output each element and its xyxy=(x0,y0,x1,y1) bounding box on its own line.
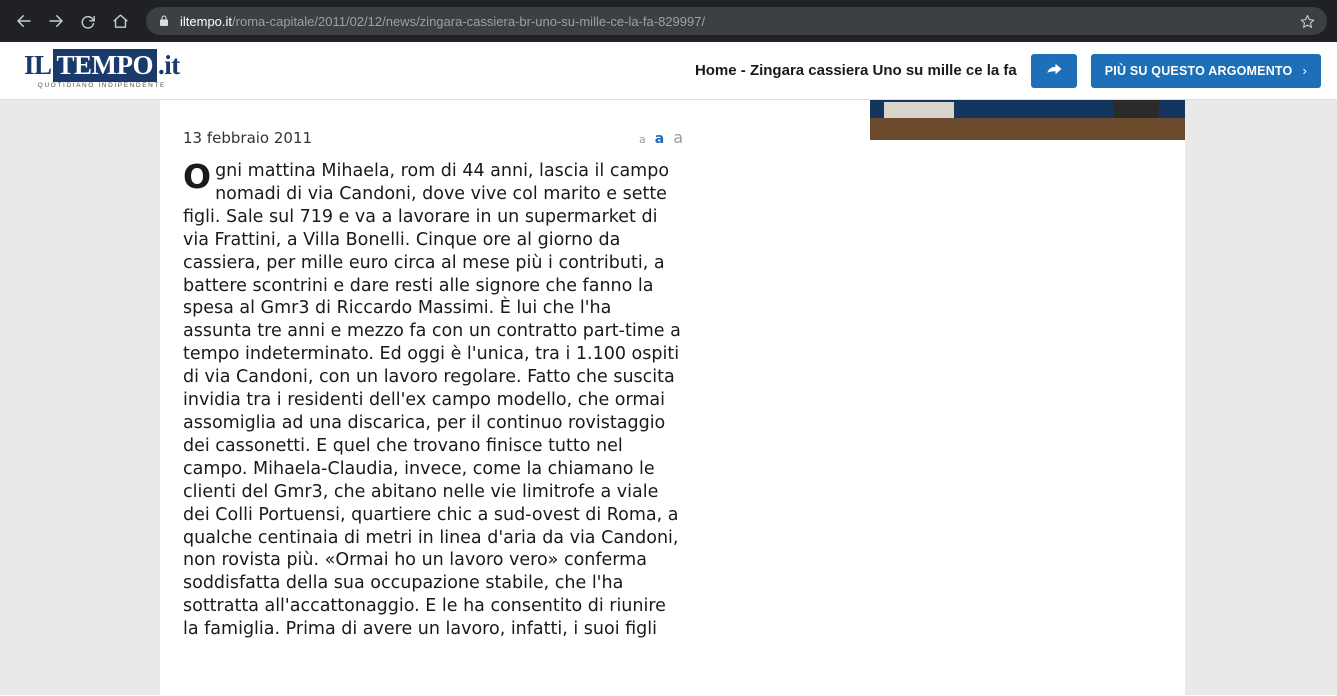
share-button[interactable] xyxy=(1031,54,1077,88)
address-bar[interactable] xyxy=(146,7,1327,35)
browser-toolbar xyxy=(0,0,1337,42)
lock-icon xyxy=(158,15,170,27)
logo-tagline: QUOTIDIANO INDIPENDENTE xyxy=(37,82,166,89)
site-header xyxy=(0,42,1337,100)
font-size-large-button[interactable]: a xyxy=(673,128,683,147)
logo-text xyxy=(24,52,180,79)
font-size-small-button[interactable]: a xyxy=(638,133,646,146)
back-icon[interactable] xyxy=(10,7,38,35)
url-domain: iltempo.it xyxy=(180,13,233,29)
url-path: /roma-capitale/2011/02/12/news/zingara-cassiera-br-uno-su-mille-ce-la-fa-829997/ xyxy=(232,13,706,29)
article-date: 13 febbraio 2011 xyxy=(183,129,313,147)
breadcrumb: Home - Zingara cassiera Uno su mille ce la fa xyxy=(694,62,1017,79)
page-body xyxy=(0,100,1337,695)
right-rail xyxy=(1185,100,1337,695)
site-logo[interactable] xyxy=(24,52,180,89)
sidebar-teaser-image[interactable] xyxy=(870,100,1185,140)
logo-part1: IL xyxy=(24,50,52,80)
logo-suffix: .it xyxy=(158,50,180,80)
teaser-photo-detail-desk xyxy=(870,118,1185,140)
article-column xyxy=(183,100,683,641)
left-rail xyxy=(0,100,160,695)
reload-icon[interactable] xyxy=(74,7,102,35)
url-text xyxy=(180,14,1290,29)
home-icon[interactable] xyxy=(106,7,134,35)
teaser-photo-detail-paper xyxy=(884,102,954,118)
forward-icon[interactable] xyxy=(42,7,70,35)
header-right-group xyxy=(695,54,1321,88)
chevron-right-icon: › xyxy=(1302,63,1307,78)
article-body: Ogni mattina Mihaela, rom di 44 anni, lascia il campo nomadi di via Candoni, dove vive col marito e sette figli. Sale sul 719 e va a lavorare in un supermarket di via Frattini, a Villa Bonelli. Cinque ore al giorno da cassiera, per mille euro circa al mese più i contributi, a battere scontrini e dare resti alle signore che fanno la spesa al Gmr3 di Riccardo Massimi. È lui che l'ha assunta tre anni e mezzo fa con un contratto part-time a tempo indeterminato. Ed oggi è l'unica, tra i 1.100 ospiti di via Candoni, con un lavoro regolare. Fatto che suscita invidia tra i residenti dell'ex campo modello, che ormai assomiglia ad una discarica, per il continuo rovistaggio dei cassonetti. E quel che trovano finisce tutto nel campo. Mihaela-Claudia, invece, come la chiamano le clienti del Gmr3, che abitano nelle vie limitrofe a viale dei Colli Portuensi, quartiere chic a sud-ovest di Roma, a qualche centinaia di metri in linea d'aria da via Candoni, non rovista più. «Ormai ho un lavoro vero» conferma soddisfatta della sua occupazione stabile, che l'ha sottratta all'accattonaggio. E le ha consentito di riunire la famiglia. Prima di avere un lavoro, infatti, i suoi figli xyxy=(183,157,681,640)
teaser-photo xyxy=(870,100,1185,140)
star-icon[interactable] xyxy=(1300,14,1315,29)
more-on-topic-button[interactable] xyxy=(1091,54,1321,88)
share-arrow-icon xyxy=(1044,60,1064,81)
more-on-topic-label: PIÙ SU QUESTO ARGOMENTO xyxy=(1104,63,1293,78)
teaser-photo-detail-object xyxy=(1113,100,1159,118)
font-size-medium-button[interactable]: a xyxy=(654,131,665,147)
font-size-controls xyxy=(639,128,683,147)
logo-boxed: TEMPO xyxy=(53,49,158,82)
article-meta-row xyxy=(183,100,683,160)
